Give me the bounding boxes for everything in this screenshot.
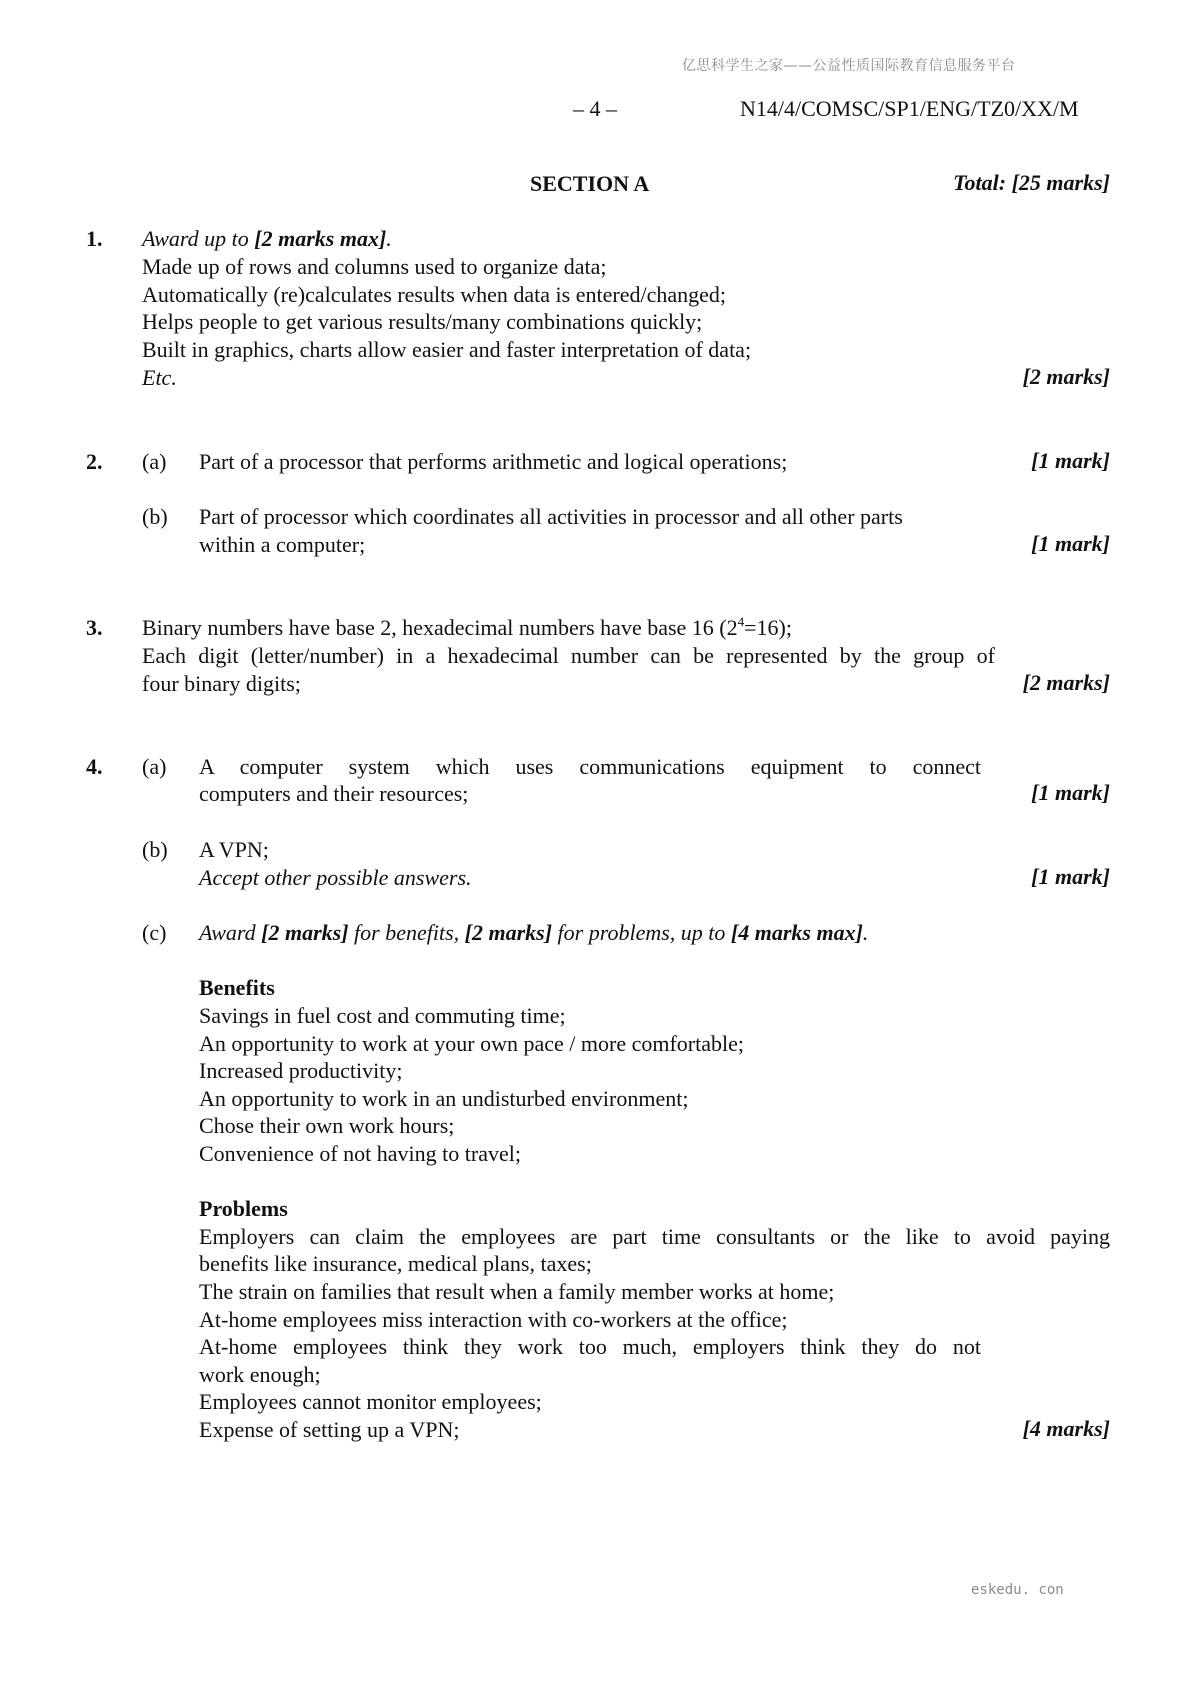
benefit-item: Chose their own work hours;	[199, 1113, 455, 1138]
watermark-bottom: eskedu. con	[971, 1582, 1064, 1598]
q3-line2: Each digit (letter/number) in a hexadecimal number can be represented by the group of	[142, 643, 995, 668]
q4b-line2: Accept other possible answers.	[199, 865, 472, 890]
q4c-label: (c)	[142, 920, 167, 945]
q2a-marks: [1 mark]	[1031, 448, 1110, 473]
section-total: Total: [25 marks]	[953, 170, 1110, 195]
problem-item: Employees cannot monitor employees;	[199, 1389, 542, 1414]
q4c-marks: [4 marks]	[1022, 1416, 1110, 1441]
q4c-instruction: Award [2 marks] for benefits, [2 marks] for problems, up to [4 marks max].	[199, 920, 869, 945]
q1-line: Helps people to get various results/many combinations quickly;	[142, 309, 703, 334]
problem-item: At-home employees think they work too much, employers think they do not	[199, 1334, 981, 1359]
benefit-item: Convenience of not having to travel;	[199, 1141, 521, 1166]
q1-instruction: Award up to [2 marks max].	[142, 226, 392, 251]
benefit-item: An opportunity to work at your own pace / more comfortable;	[199, 1031, 744, 1056]
q1-line: Built in graphics, charts allow easier and faster interpretation of data;	[142, 337, 752, 362]
q2a-label: (a)	[142, 449, 167, 474]
q1-number: 1.	[86, 226, 103, 251]
problems-heading: Problems	[199, 1196, 288, 1221]
q3-line1: Binary numbers have base 2, hexadecimal numbers have base 16 $(2^4=16)$;	[142, 614, 792, 640]
benefit-item: An opportunity to work in an undisturbed environment;	[199, 1086, 689, 1111]
problem-item: At-home employees miss interaction with co-workers at the office;	[199, 1307, 788, 1332]
q2-number: 2.	[86, 449, 103, 474]
q2b-line1: Part of processor which coordinates all activities in processor and all other parts	[199, 504, 903, 529]
q4a-marks: [1 mark]	[1031, 780, 1110, 805]
q2b-line2: within a computer;	[199, 532, 366, 557]
problem-item: benefits like insurance, medical plans, taxes;	[199, 1251, 592, 1276]
q2b-marks: [1 mark]	[1031, 531, 1110, 556]
section-title: SECTION A	[530, 171, 650, 196]
problem-item: Expense of setting up a VPN;	[199, 1417, 460, 1442]
benefit-item: Increased productivity;	[199, 1058, 403, 1083]
q3-marks: [2 marks]	[1022, 670, 1110, 695]
benefit-item: Savings in fuel cost and commuting time;	[199, 1003, 566, 1028]
q4b-marks: [1 mark]	[1031, 864, 1110, 889]
q1-marks: [2 marks]	[1022, 364, 1110, 389]
q1-etc: Etc.	[142, 365, 177, 390]
q1-line: Made up of rows and columns used to organize data;	[142, 254, 607, 279]
q3-number: 3.	[86, 615, 103, 640]
q2a-text: Part of a processor that performs arithmetic and logical operations;	[199, 449, 788, 474]
q4b-line1: A VPN;	[199, 837, 269, 862]
problem-item: The strain on families that result when a family member works at home;	[199, 1279, 835, 1304]
benefits-heading: Benefits	[199, 975, 275, 1000]
watermark-top: 亿思科学生之家——公益性质国际教育信息服务平台	[682, 58, 1016, 74]
q4a-line2: computers and their resources;	[199, 781, 469, 806]
q1-line: Automatically (re)calculates results when data is entered/changed;	[142, 282, 726, 307]
q3-line3: four binary digits;	[142, 671, 301, 696]
problem-item: Employers can claim the employees are part time consultants or the like to avoid paying	[199, 1224, 1110, 1249]
problem-item: work enough;	[199, 1362, 321, 1387]
q4-number: 4.	[86, 754, 103, 779]
paper-code: N14/4/COMSC/SP1/ENG/TZ0/XX/M	[740, 96, 1079, 121]
q4a-line1: A computer system which uses communications equipment to connect	[199, 754, 981, 779]
q4a-label: (a)	[142, 754, 167, 779]
page-number: – 4 –	[573, 96, 617, 121]
q4b-label: (b)	[142, 837, 168, 862]
q2b-label: (b)	[142, 504, 168, 529]
